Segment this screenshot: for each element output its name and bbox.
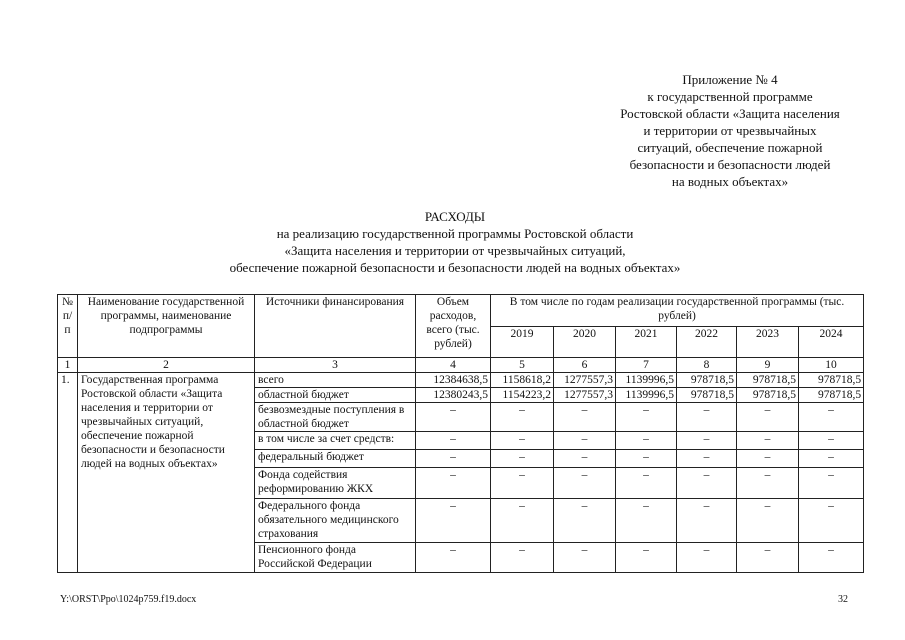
year-cell: 1154223,2: [491, 388, 554, 403]
year-cell: 1277557,3: [554, 373, 616, 388]
col-number: 5: [491, 358, 554, 373]
total-cell: –: [416, 543, 491, 573]
page-number: 32: [838, 594, 848, 605]
year-cell: –: [677, 432, 737, 450]
year-cell: –: [616, 450, 677, 468]
year-cell: –: [677, 450, 737, 468]
year-cell: –: [799, 543, 864, 573]
year-cell: –: [554, 499, 616, 543]
year-cell: –: [616, 499, 677, 543]
year-cell: 978718,5: [737, 388, 799, 403]
year-cell: 978718,5: [737, 373, 799, 388]
total-cell: –: [416, 432, 491, 450]
source-cell: Фонда содействия реформированию ЖКХ: [255, 468, 416, 499]
source-cell: безвозмездные поступления в областной бюджет: [255, 403, 416, 432]
year-cell: –: [737, 543, 799, 573]
appendix-line: Ростовской области «Защита населения: [620, 106, 840, 121]
table-row: [58, 373, 864, 388]
source-cell: федеральный бюджет: [255, 450, 416, 468]
appendix-line: безопасности и безопасности людей: [629, 157, 831, 172]
footer-file-path: Y:\ORST\Ppo\1024p759.f19.docx: [60, 594, 197, 605]
source-cell: Федерального фонда обязательного медицинского страхования: [255, 499, 416, 543]
year-cell: –: [616, 543, 677, 573]
year-cell: –: [677, 543, 737, 573]
year-cell: –: [554, 403, 616, 432]
year-cell: –: [554, 543, 616, 573]
col-number: 1: [58, 358, 78, 373]
header-year: 2022: [677, 327, 737, 358]
total-cell: –: [416, 499, 491, 543]
header-name: Наименование государственной программы, наименование подпрограммы: [78, 295, 255, 358]
total-cell: –: [416, 468, 491, 499]
year-cell: 1158618,2: [491, 373, 554, 388]
year-cell: –: [616, 468, 677, 499]
col-number: 7: [616, 358, 677, 373]
total-cell: 12380243,5: [416, 388, 491, 403]
header-year: 2019: [491, 327, 554, 358]
year-cell: 978718,5: [799, 388, 864, 403]
column-numbers-row: [58, 358, 864, 373]
year-cell: –: [491, 468, 554, 499]
year-cell: 1139996,5: [616, 373, 677, 388]
source-cell: Пенсионного фонда Российской Федерации: [255, 543, 416, 573]
year-cell: –: [677, 499, 737, 543]
header-year: 2021: [616, 327, 677, 358]
source-cell: областной бюджет: [255, 388, 416, 403]
appendix-line: Приложение № 4: [682, 72, 778, 87]
header-total: Объем расходов, всего (тыс. рублей): [416, 295, 491, 358]
year-cell: –: [554, 468, 616, 499]
year-cell: 1139996,5: [616, 388, 677, 403]
year-cell: –: [737, 403, 799, 432]
header-year: 2023: [737, 327, 799, 358]
col-number: 10: [799, 358, 864, 373]
year-cell: 978718,5: [799, 373, 864, 388]
col-number: 2: [78, 358, 255, 373]
title-heading: РАСХОДЫ: [424, 209, 486, 224]
year-cell: –: [616, 403, 677, 432]
appendix-line: к государственной программе: [647, 89, 813, 104]
header-year: 2020: [554, 327, 616, 358]
title-line: на реализацию государственной программы Ростовской области: [276, 226, 634, 241]
appendix-line: на водных объектах»: [671, 174, 789, 189]
header-by-year: В том числе по годам реализации государственной программы (тыс. рублей): [491, 295, 864, 327]
year-cell: –: [737, 450, 799, 468]
col-number: 8: [677, 358, 737, 373]
total-cell: –: [416, 403, 491, 432]
year-cell: –: [677, 468, 737, 499]
year-cell: –: [799, 403, 864, 432]
year-cell: –: [554, 450, 616, 468]
col-number: 4: [416, 358, 491, 373]
year-cell: –: [737, 432, 799, 450]
header-year: 2024: [799, 327, 864, 358]
title-line: «Защита населения и территории от чрезвычайных ситуаций,: [284, 243, 626, 258]
year-cell: –: [799, 432, 864, 450]
program-name: Государственная программа Ростовской области «Защита населения и территории от чрезвычайных ситуаций, обеспечение пожарной безопасности и безопасности людей на водных объектах»: [78, 373, 255, 573]
appendix-block: [590, 71, 870, 190]
col-number: 3: [255, 358, 416, 373]
year-cell: –: [799, 450, 864, 468]
year-cell: –: [491, 403, 554, 432]
title-line: обеспечение пожарной безопасности и безопасности людей на водных объектах»: [229, 260, 681, 275]
expenses-table: [57, 294, 864, 573]
year-cell: 978718,5: [677, 373, 737, 388]
source-cell: всего: [255, 373, 416, 388]
year-cell: 978718,5: [677, 388, 737, 403]
program-num: 1.: [58, 373, 78, 573]
total-cell: 12384638,5: [416, 373, 491, 388]
year-cell: 1277557,3: [554, 388, 616, 403]
year-cell: –: [737, 499, 799, 543]
year-cell: –: [491, 543, 554, 573]
year-cell: –: [677, 403, 737, 432]
appendix-line: и территории от чрезвычайных: [643, 123, 817, 138]
col-number: 9: [737, 358, 799, 373]
source-cell: в том числе за счет средств:: [255, 432, 416, 450]
year-cell: –: [616, 432, 677, 450]
appendix-line: ситуаций, обеспечение пожарной: [637, 140, 823, 155]
col-number: 6: [554, 358, 616, 373]
year-cell: –: [554, 432, 616, 450]
total-cell: –: [416, 450, 491, 468]
year-cell: –: [799, 499, 864, 543]
document-title: [150, 208, 760, 276]
header-source: Источники финансирования: [255, 295, 416, 358]
year-cell: –: [491, 499, 554, 543]
year-cell: –: [799, 468, 864, 499]
header-row: [58, 295, 864, 327]
header-num: № п/п: [58, 295, 78, 358]
year-cell: –: [737, 468, 799, 499]
year-cell: –: [491, 432, 554, 450]
year-cell: –: [491, 450, 554, 468]
